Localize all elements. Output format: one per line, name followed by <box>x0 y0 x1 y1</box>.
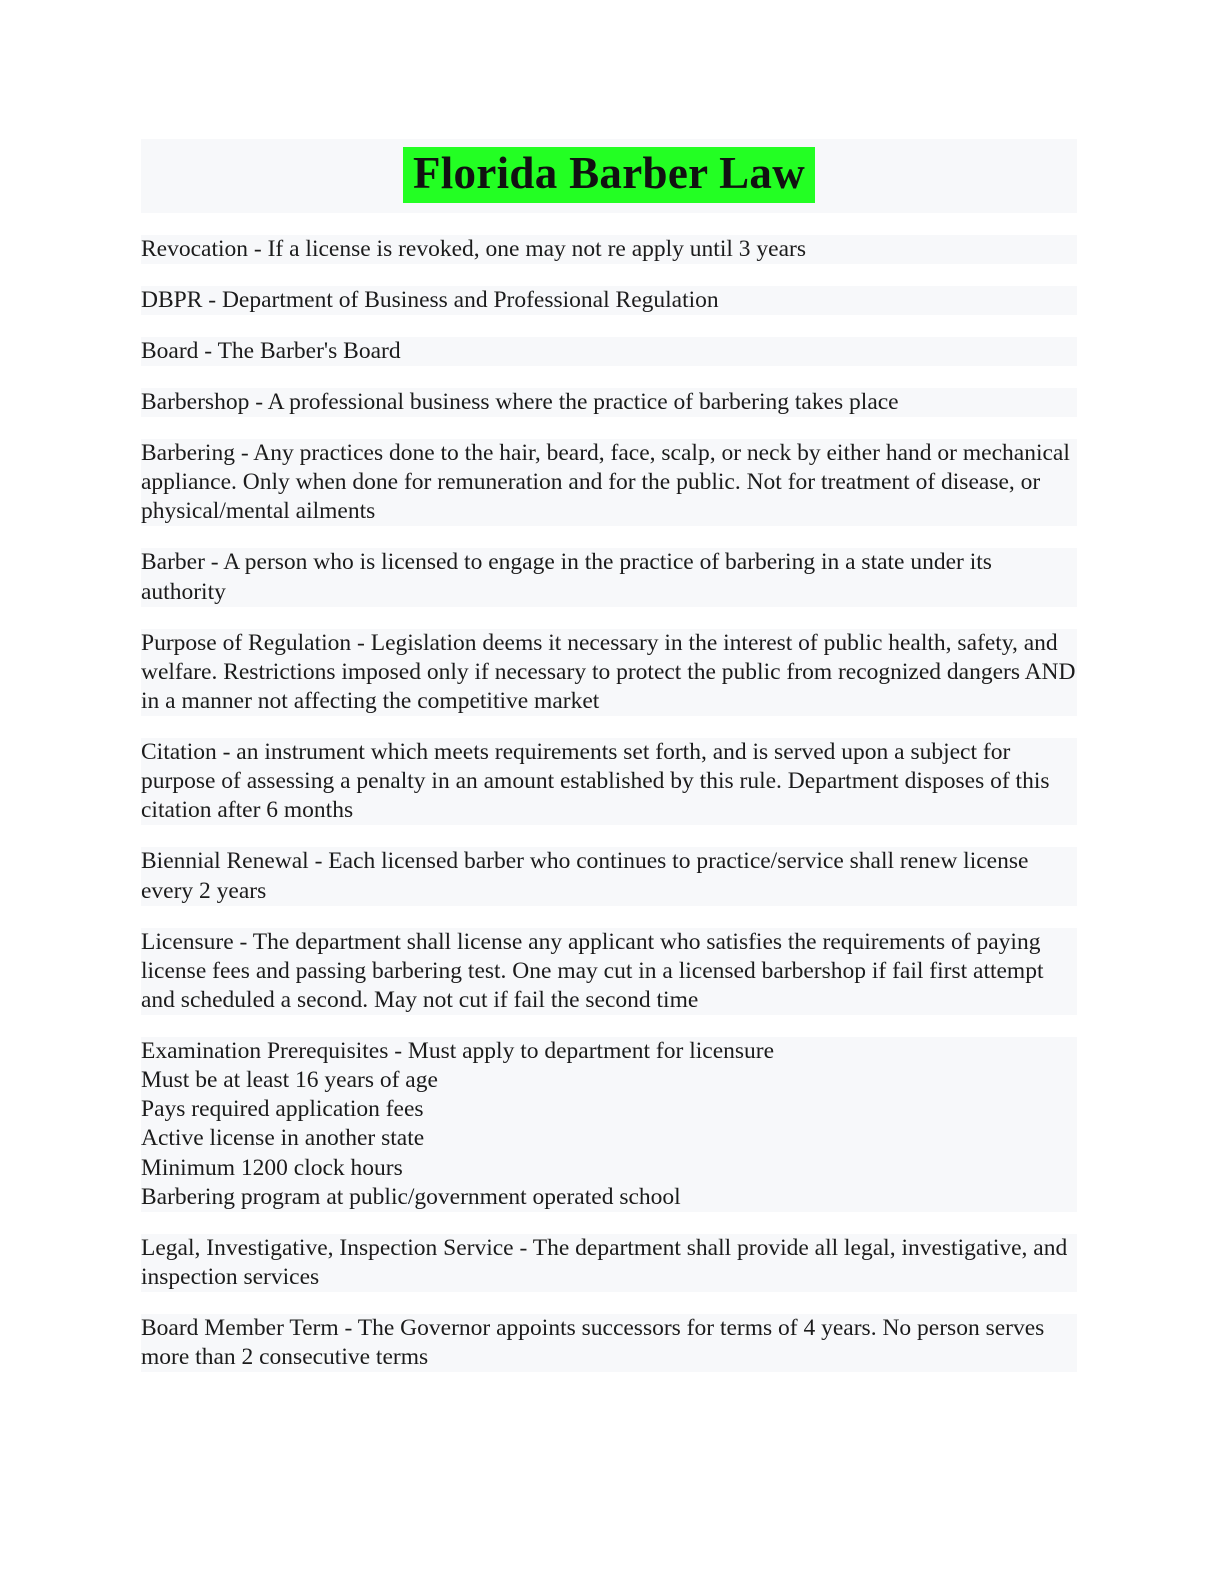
paragraph-dbpr <box>141 286 1077 315</box>
paragraph-text: Purpose of Regulation - Legislation deems it necessary in the interest of public health, safety, and welfare. Restrictions imposed only if necessary to protect the public from recognized dangers AND in a manner not affecting the competitive market <box>141 629 1077 716</box>
paragraph-text: DBPR - Department of Business and Professional Regulation <box>141 286 1077 315</box>
paragraph-board <box>141 337 1077 366</box>
paragraph-text: Biennial Renewal - Each licensed barber who continues to practice/service shall renew license every 2 years <box>141 847 1077 905</box>
paragraph-board-member-term <box>141 1314 1077 1372</box>
paragraph-text: Citation - an instrument which meets requirements set forth, and is served upon a subject for purpose of assessing a penalty in an amount established by this rule. Department disposes of this citation after 6 months <box>141 738 1077 825</box>
page-title: Florida Barber Law <box>403 147 815 203</box>
list-item: Active license in another state <box>141 1124 1077 1153</box>
paragraph-text: Barbershop - A professional business where the practice of barbering takes place <box>141 388 1077 417</box>
paragraph-text: Barber - A person who is licensed to engage in the practice of barbering in a state under its authority <box>141 548 1077 606</box>
paragraph-licensure <box>141 928 1077 1015</box>
list-examination-prerequisites <box>141 1037 1077 1212</box>
paragraph-biennial-renewal <box>141 847 1077 905</box>
list-item: Pays required application fees <box>141 1095 1077 1124</box>
paragraph-revocation <box>141 235 1077 264</box>
paragraph-text: Legal, Investigative, Inspection Service - The department shall provide all legal, investigative, and inspection services <box>141 1234 1077 1292</box>
paragraph-citation <box>141 738 1077 825</box>
paragraph-text: Licensure - The department shall license any applicant who satisfies the requirements of paying license fees and passing barbering test. One may cut in a licensed barbershop if fail first attempt and scheduled a second. May not cut if fail the second time <box>141 928 1077 1015</box>
document-content <box>141 139 1077 1372</box>
paragraph-barbershop <box>141 388 1077 417</box>
list-item: Must be at least 16 years of age <box>141 1066 1077 1095</box>
list-item: Examination Prerequisites - Must apply to department for licensure <box>141 1037 1077 1066</box>
paragraph-barber <box>141 548 1077 606</box>
paragraph-text: Revocation - If a license is revoked, one may not re apply until 3 years <box>141 235 1077 264</box>
paragraph-purpose-of-regulation <box>141 629 1077 716</box>
list-item: Minimum 1200 clock hours <box>141 1154 1077 1183</box>
document-title-band <box>141 139 1077 213</box>
paragraph-barbering <box>141 439 1077 526</box>
paragraph-text: Barbering - Any practices done to the hair, beard, face, scalp, or neck by either hand or mechanical appliance. Only when done for remuneration and for the public. Not for treatment of disease, or physical/mental ailments <box>141 439 1077 526</box>
paragraph-text: Board Member Term - The Governor appoints successors for terms of 4 years. No person serves more than 2 consecutive terms <box>141 1314 1077 1372</box>
paragraph-text: Board - The Barber's Board <box>141 337 1077 366</box>
paragraph-legal-investigative-inspection-service <box>141 1234 1077 1292</box>
list-item: Barbering program at public/government operated school <box>141 1183 1077 1212</box>
